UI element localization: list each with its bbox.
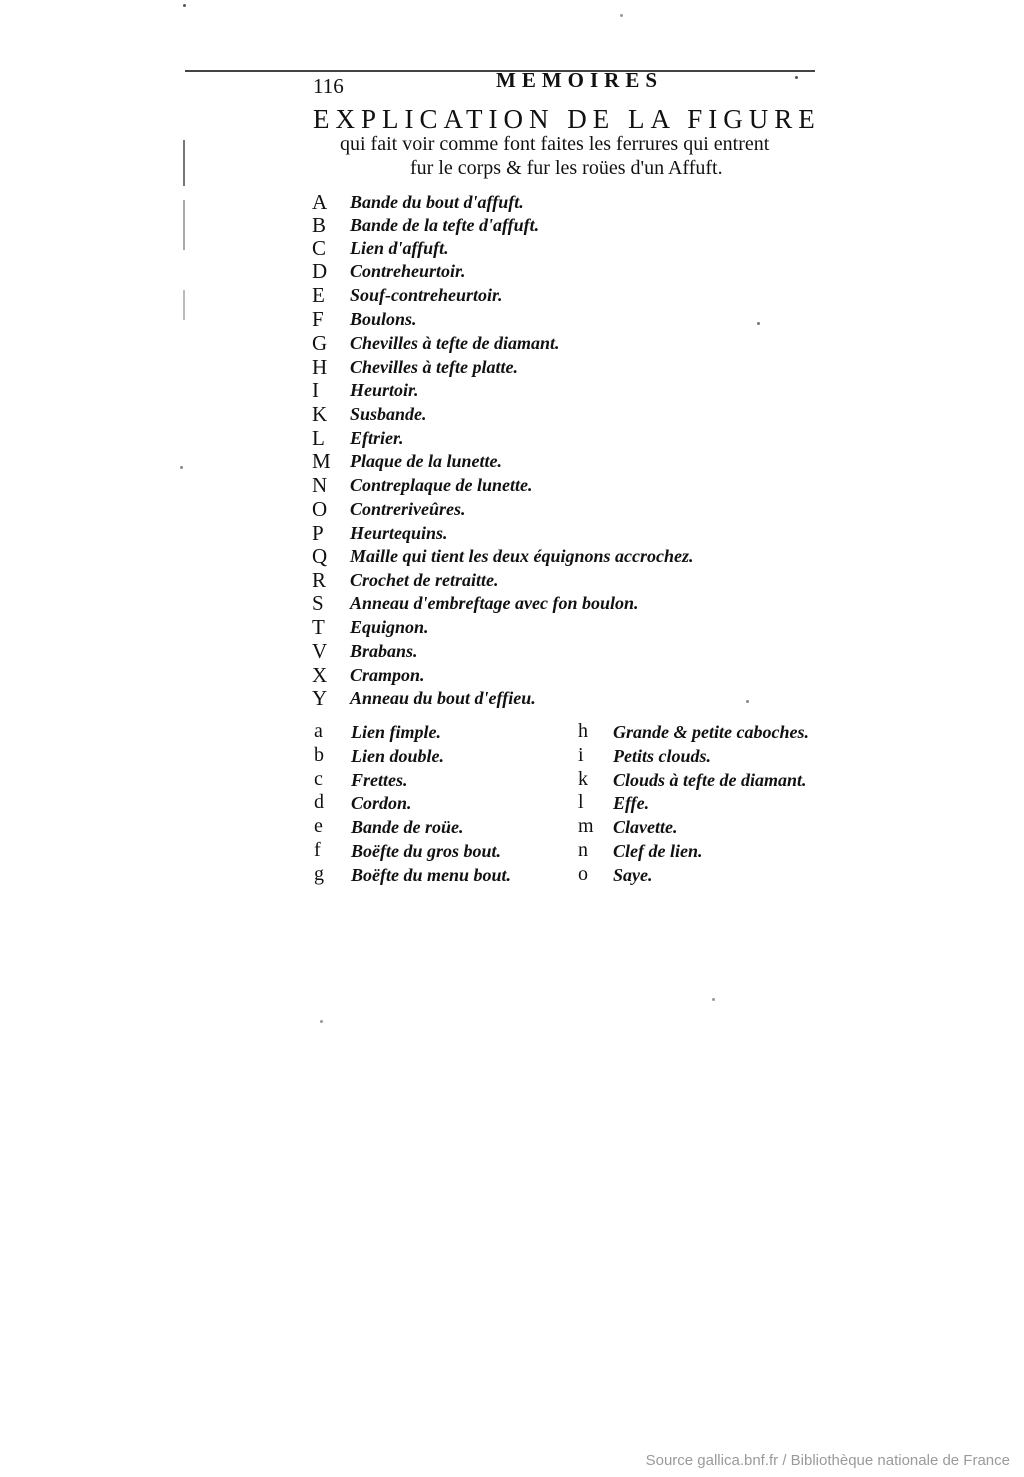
legend-letter: V bbox=[312, 639, 328, 663]
legend-letter: O bbox=[312, 497, 328, 521]
legend-text: Crampon. bbox=[350, 665, 425, 685]
section-title: EXPLICATION DE LA FIGURE bbox=[313, 104, 821, 134]
legend-letter: M bbox=[312, 449, 331, 473]
legend-text: Grande & petite caboches. bbox=[613, 722, 809, 742]
legend-text: Clavette. bbox=[613, 817, 678, 837]
legend-letter: h bbox=[578, 720, 588, 742]
legend-letter: S bbox=[312, 591, 324, 615]
legend-text: Boulons. bbox=[350, 309, 417, 329]
scan-speck bbox=[183, 4, 186, 7]
legend-letter: A bbox=[312, 190, 328, 214]
legend-letter: F bbox=[312, 307, 324, 331]
scan-speck bbox=[712, 998, 715, 1001]
legend-text: Maille qui tient les deux équignons accrochez. bbox=[350, 546, 694, 566]
legend-letter: Y bbox=[312, 686, 328, 710]
legend-letter: C bbox=[312, 236, 327, 260]
legend-letter: E bbox=[312, 283, 325, 307]
legend-text: Petits clouds. bbox=[613, 746, 711, 766]
subtitle-line-1: qui fait voir comme font faites les ferrures qui entrent bbox=[340, 133, 770, 155]
legend-text: Effe. bbox=[613, 793, 650, 813]
legend-letter: l bbox=[578, 791, 584, 813]
legend-letter: m bbox=[578, 815, 594, 837]
legend-letter: I bbox=[312, 378, 319, 402]
legend-text: Boëfte du gros bout. bbox=[351, 841, 502, 861]
scan-speck bbox=[320, 1020, 323, 1023]
legend-text: Contreheurtoir. bbox=[350, 261, 466, 281]
legend-letter: b bbox=[314, 744, 324, 766]
legend-letter: c bbox=[314, 768, 323, 790]
scan-speck bbox=[795, 76, 798, 79]
legend-letter: f bbox=[314, 839, 321, 861]
legend-text: Plaque de la lunette. bbox=[350, 451, 502, 471]
scan-speck bbox=[180, 466, 183, 469]
legend-text: Frettes. bbox=[351, 770, 408, 790]
legend-text: Contreplaque de lunette. bbox=[350, 475, 533, 495]
source-watermark: Source gallica.bnf.fr / Bibliothèque nationale de France bbox=[645, 1452, 1010, 1469]
running-head: MEMOIRES bbox=[496, 68, 664, 92]
legend-text: Bande du bout d'affuft. bbox=[350, 192, 524, 212]
legend-text: Lien d'affuft. bbox=[350, 238, 449, 258]
legend-letter: Q bbox=[312, 544, 328, 568]
legend-text: Cordon. bbox=[351, 793, 412, 813]
legend-text: Brabans. bbox=[350, 641, 418, 661]
legend-text: Heurtequins. bbox=[350, 523, 448, 543]
legend-text: Bande de roüe. bbox=[351, 817, 464, 837]
legend-letter: o bbox=[578, 863, 588, 885]
legend-letter: P bbox=[312, 521, 324, 545]
page-number: 116 bbox=[313, 74, 344, 98]
binding-mark bbox=[183, 140, 185, 186]
legend-text: Chevilles à tefte platte. bbox=[350, 357, 518, 377]
section-subtitle bbox=[340, 132, 840, 180]
legend-letter: R bbox=[312, 568, 327, 592]
legend-letter: a bbox=[314, 720, 323, 742]
legend-text: Clef de lien. bbox=[613, 841, 703, 861]
legend-text: Contreriveûres. bbox=[350, 499, 466, 519]
legend-text: Equignon. bbox=[350, 617, 429, 637]
legend-text: Anneau du bout d'effieu. bbox=[350, 688, 536, 708]
scan-speck bbox=[757, 322, 760, 325]
legend-letter: H bbox=[312, 355, 328, 379]
legend-letter: g bbox=[314, 863, 324, 885]
legend-letter: B bbox=[312, 213, 327, 237]
legend-letter: k bbox=[578, 768, 588, 790]
legend-text: Boëfte du menu bout. bbox=[351, 865, 512, 885]
legend-letter: d bbox=[314, 791, 324, 813]
legend-letter: X bbox=[312, 663, 328, 687]
legend-letter: e bbox=[314, 815, 323, 837]
scan-speck bbox=[746, 700, 749, 703]
legend-text: Souf-contreheurtoir. bbox=[350, 285, 503, 305]
legend-text: Eftrier. bbox=[350, 428, 404, 448]
legend-text: Crochet de retraitte. bbox=[350, 570, 499, 590]
legend-text: Clouds à tefte de diamant. bbox=[613, 770, 807, 790]
legend-letter: i bbox=[578, 744, 584, 766]
legend-letter: n bbox=[578, 839, 588, 861]
binding-mark bbox=[183, 200, 185, 250]
legend-letter: G bbox=[312, 331, 328, 355]
legend-letter: K bbox=[312, 402, 328, 426]
legend-letter: D bbox=[312, 259, 328, 283]
legend-text: Anneau d'embreftage avec fon boulon. bbox=[350, 593, 639, 613]
legend-text: Saye. bbox=[613, 865, 653, 885]
legend-letter: L bbox=[312, 426, 325, 450]
legend-text: Bande de la tefte d'affuft. bbox=[350, 215, 540, 235]
legend-text: Lien fimple. bbox=[351, 722, 441, 742]
subtitle-line-2: fur le corps & fur les roües d'un Affuft. bbox=[410, 157, 723, 179]
binding-mark bbox=[183, 290, 185, 320]
legend-text: Susbande. bbox=[350, 404, 427, 424]
legend-text: Lien double. bbox=[351, 746, 444, 766]
legend-text: Heurtoir. bbox=[350, 380, 419, 400]
legend-letter: T bbox=[312, 615, 325, 639]
scan-speck bbox=[620, 14, 623, 17]
legend-letter: N bbox=[312, 473, 328, 497]
legend-text: Chevilles à tefte de diamant. bbox=[350, 333, 560, 353]
